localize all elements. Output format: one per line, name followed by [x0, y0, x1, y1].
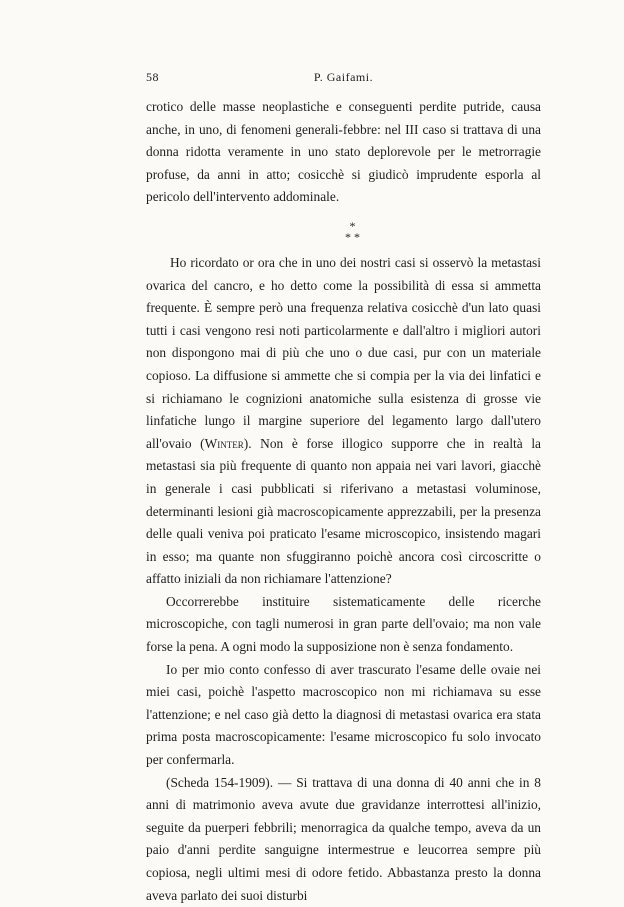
- paragraph-text-part-1: Ho ricordato or ora che in uno dei nostri casi si osservò la metastasi ovarica del cancro, e ho detto come la possibilità di essa si ammetta frequente. È sempre però una frequenza relativa cosicchè d'un lato quasi tutti i casi vengono resi noti particolarmente e dall'altro i migliori autori non dispongono mai di più che uno o due casi, pur con un materiale copioso. La diffusione si ammette che si compia per la via dei linfatici e si richiamano le cognizioni anatomiche sulla esistenza di grosse vie linfatiche lungo il margine superiore del legamento largo dall'utero all'ovaio (: [146, 254, 541, 451]
- section-separator-asterism: [146, 218, 541, 244]
- running-head-author: P. Gaifami.: [313, 70, 374, 84]
- page-number: 58: [146, 70, 159, 84]
- paragraph-text-part-2: ). Non è forse illogico supporre che in realtà la metastasi sia più frequente di quanto non appaia nei vari lavori, giacchè in generale i casi pubblicati si riferivano a metastasi voluminose, determinanti lesioni già macroscopicamente apprezzabili, per la presenza delle quali veniva poi praticato l'esame microscopico, insistendo magari in esso; ma quante non sfuggiranno poichè ancora così circoscritte o affatto iniziali da non richiamare l'attenzione?: [146, 435, 541, 587]
- cited-author-winter: Winter: [204, 435, 244, 451]
- paragraph-scheda: (Scheda 154-1909). — Si trattava di una donna di 40 anni che in 8 anni di matrimonio aveva avute due gravidanze interrottesi all'inizio, seguite da puerperi febbrili; menorragica da qualche tempo, aveva da un paio d'anni perdite sanguigne intermestrue e leucorrea sempre più copiosa, negli ultimi mesi di odore fetido. Abbastanza presto la donna aveva parlato dei suoi disturbi: [146, 774, 541, 903]
- paragraph-ricerche: Occorrerebbe instituire sistematicamente delle ricerche microscopiche, con tagli numerosi in gran parte dell'ovaio; ma non vale forse la pena. A ogni modo la supposizione non è senza fondamento.: [146, 593, 541, 655]
- paragraph-esame-ovaie: Io per mio conto confesso di aver trascurato l'esame delle ovaie nei miei casi, poichè l'aspetto macroscopico non mi richiamava su esse l'attenzione; e nel caso già detto la diagnosi di metastasi ovarica era stata prima posta macroscopicamente: l'esame microscopico fu solo invocato per confermarla.: [146, 661, 541, 768]
- asterism-top: *: [349, 218, 356, 233]
- asterism-bottom: * *: [345, 229, 360, 244]
- body-text: [146, 96, 541, 907]
- running-header: [146, 70, 541, 90]
- paragraph-continued: crotico delle masse neoplastiche e conseguenti perdite putride, causa anche, in uno, di fenomeni generali-febbre: nel III caso si trattava di una donna ridotta veramente in uno stato deplorevole per le metrorragie profuse, da anni in atto; cosicchè si giudicò imprudente esporla al pericolo dell'intervento addominale.: [146, 99, 541, 205]
- paragraph-metastasi: [146, 252, 541, 591]
